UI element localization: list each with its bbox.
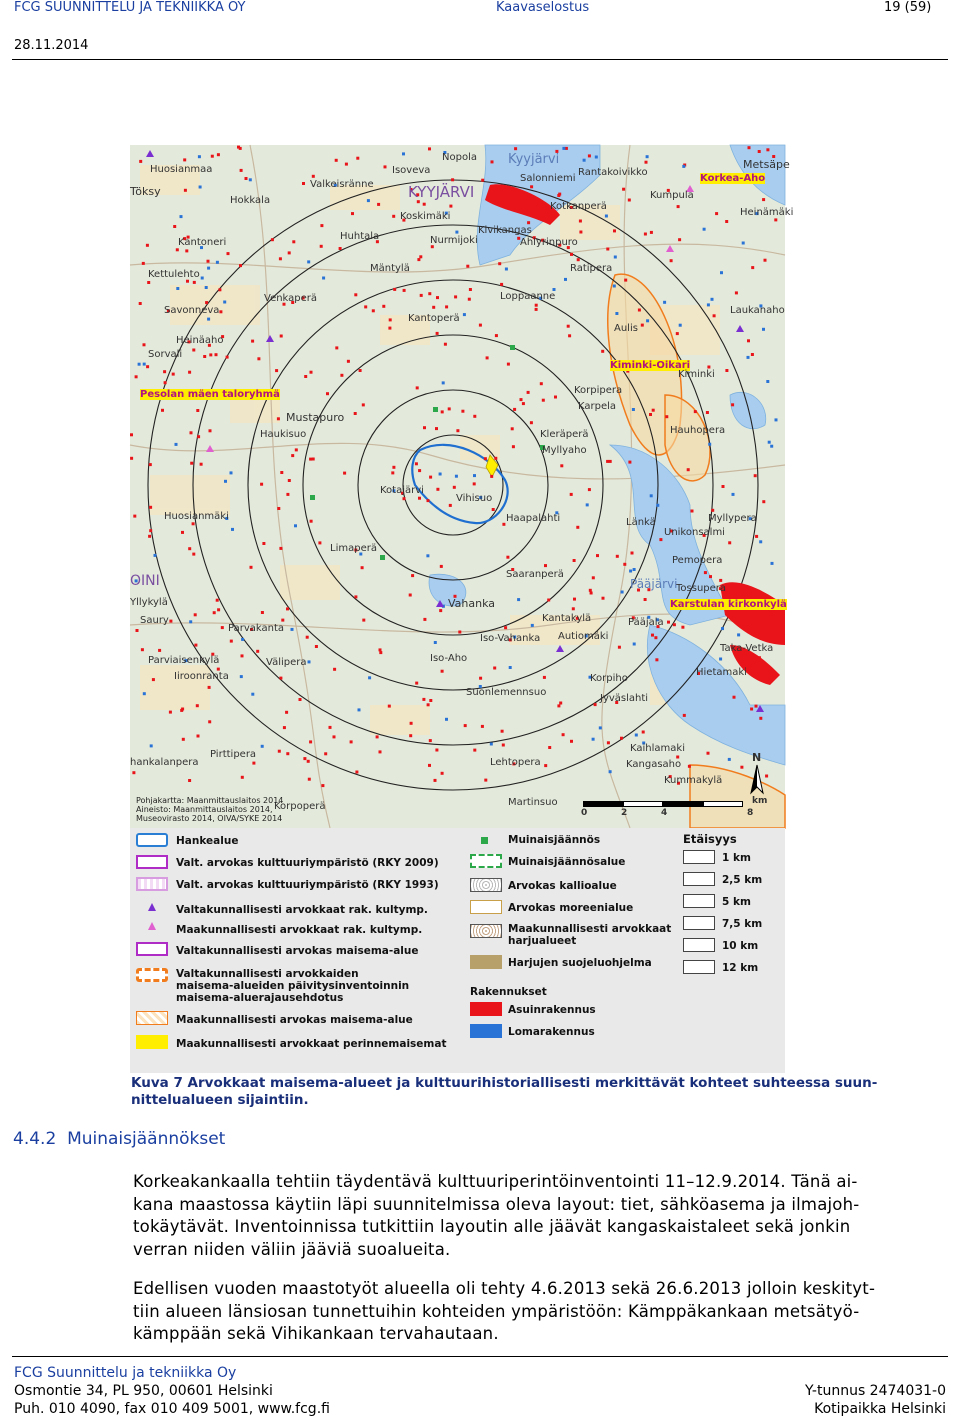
place-label: Taka-Vetka <box>720 643 774 654</box>
legend-swatch-distance <box>683 872 715 886</box>
place-label: Hauhopera <box>670 425 726 436</box>
place-label-highlighted: Pesolan mäen taloryhmä <box>140 389 280 400</box>
place-label: Jyväslahti <box>600 693 649 704</box>
place-label: Mustapuro <box>286 411 345 424</box>
legend-swatch-perinne <box>136 1035 168 1049</box>
legend-swatch-valt-maisema <box>136 942 168 956</box>
place-label: Metsäpe <box>743 158 790 171</box>
place-label: Koskimäki <box>400 211 451 222</box>
legend-label: Arvokas kallioalue <box>508 880 617 892</box>
triangle-purple-icon <box>148 903 156 911</box>
place-label: Salonniemi <box>520 173 576 184</box>
place-label: Lehtopera <box>490 757 541 768</box>
legend-label: 12 km <box>722 962 759 974</box>
legend-swatch-moreeni <box>470 900 502 914</box>
place-label: Saaranperä <box>506 569 564 580</box>
legend-swatch-distance <box>683 960 715 974</box>
header-page-number: 19 (59) <box>884 0 932 15</box>
header-company: FCG SUUNNITTELU JA TEKNIIKKA OY <box>14 0 246 15</box>
paragraph-2: Edellisen vuoden maastotyöt alueella oli tehty 4.6.2013 sekä 26.6.2013 jolloin keskityt- tiin alueen länsiosan tunnettuihin kohteiden ympäristöön: Kämppäkankaan metsätyö- kämppään sekä Vihikankaan tervahautaan. <box>133 1279 876 1343</box>
place-label: Kivikangas <box>478 225 532 236</box>
legend-label: 1 km <box>722 852 751 864</box>
place-label: Mäntylä <box>370 263 410 274</box>
legend-label: Valt. arvokas kulttuuriympäristö (RKY 2009) <box>176 857 439 869</box>
place-label: Suonlemennsuo <box>466 687 547 698</box>
place-label: Iso-Aho <box>430 653 468 664</box>
footer-company: FCG Suunnittelu ja tekniikka Oy <box>14 1365 237 1381</box>
place-label: Aulis <box>614 323 638 334</box>
map-attribution: Pohjakartta: Maanmittauslaitos 2014 Aineisto: Maanmittauslaitos 2014, Museovirasto 2014, OIVA/SYKE 2014 <box>136 796 284 823</box>
place-label: Savonneva <box>164 305 220 316</box>
place-label: Kotkanperä <box>550 201 607 212</box>
legend-label: Maakunnallisesti arvokkaat rak. kultymp. <box>176 924 423 936</box>
place-label: Limaperä <box>330 543 377 554</box>
place-label: Venkaperä <box>264 293 318 304</box>
place-label: Välipera <box>266 657 307 668</box>
place-label: Ahlyrinpuro <box>520 237 578 248</box>
legend-label: 7,5 km <box>722 918 763 930</box>
north-label: N <box>752 751 762 764</box>
scale-tick: 4 <box>661 808 668 818</box>
place-label: Sorvali <box>148 349 183 360</box>
place-label: Rantakoivikko <box>578 167 648 178</box>
legend-swatch-distance <box>683 850 715 864</box>
footer-phone: Puh. 010 4090, fax 010 409 5001, www.fcg.fi <box>14 1401 330 1417</box>
place-label: Vahanka <box>448 597 496 610</box>
legend-label: Valtakunnallisesti arvokkaat rak. kultymp. <box>176 904 428 916</box>
legend-label: maisema-alueiden päivitysinventoinnin <box>176 980 410 992</box>
place-label: Iiroonranta <box>174 671 229 682</box>
place-label: Kyyjärvi <box>508 152 560 167</box>
triangle-pink-icon <box>148 922 156 930</box>
place-label: Huosianmäki <box>164 511 229 522</box>
map-legend <box>130 828 785 1073</box>
legend-label: Maakunnallisesti arvokkaat <box>508 923 672 935</box>
header-rule <box>12 59 948 60</box>
scale-tick: 2 <box>621 808 628 818</box>
place-label: KYYJÄRVI <box>408 183 475 201</box>
place-label-highlighted: Korkea-Aho <box>700 173 766 184</box>
place-label: Parvakanta <box>228 623 284 634</box>
legend-label: Valtakunnallisesti arvokkaiden <box>176 968 359 980</box>
legend-label: Muinaisjäännösalue <box>508 856 626 868</box>
place-label: hankalanpera <box>130 757 199 768</box>
legend-swatch-asuin <box>470 1002 502 1016</box>
place-label: Korpoperä <box>274 801 326 812</box>
legend-swatch-distance <box>683 916 715 930</box>
place-label: Martinsuo <box>508 797 558 808</box>
place-label: Kleräperä <box>540 429 589 440</box>
legend-label: Muinaisjäännös <box>508 834 601 846</box>
place-label: Tossupera <box>676 583 727 594</box>
place-label: Myllyaho <box>542 445 587 456</box>
footer-ytunnus: Y-tunnus 2474031-0 <box>805 1383 946 1399</box>
place-label: Parviaisenkylä <box>148 655 220 666</box>
place-label: Kotajärvi <box>380 485 424 496</box>
place-label: Nopola <box>442 152 477 163</box>
place-label: Nurmijoki <box>430 235 478 246</box>
scale-tick: 8 <box>747 808 754 818</box>
place-label: Hokkala <box>230 195 271 206</box>
place-label: Isoveva <box>392 165 431 176</box>
place-label: Kiminki <box>678 369 715 380</box>
place-label: Pääjala <box>628 617 664 628</box>
header-date: 28.11.2014 <box>14 38 89 53</box>
place-label: Kumpula <box>650 190 694 201</box>
legend-swatch-loma <box>470 1024 502 1038</box>
legend-label: Maakunnallisesti arvokas maisema-alue <box>176 1014 413 1026</box>
place-label: Kaihlamaki <box>630 743 685 754</box>
footer-kotipaikka: Kotipaikka Helsinki <box>814 1401 946 1417</box>
legend-label: 5 km <box>722 896 751 908</box>
legend-label: Hankealue <box>176 835 239 847</box>
legend-label: maisema-aluerajausehdotus <box>176 992 344 1004</box>
legend-swatch-hankealue <box>136 833 168 847</box>
place-label: Vihisuo <box>456 493 493 504</box>
legend-heading-etaisyys: Etäisyys <box>683 832 737 846</box>
legend-swatch-rky1993 <box>136 877 168 891</box>
legend-label: Arvokas moreenialue <box>508 902 634 914</box>
legend-label: Harjujen suojeluohjelma <box>508 957 652 969</box>
place-label: Loppaanne <box>500 291 556 302</box>
legend-label: Valt. arvokas kulttuuriympäristö (RKY 1993) <box>176 879 439 891</box>
place-label: Haapalahti <box>506 513 561 524</box>
place-label: Pääjärvi <box>630 577 678 591</box>
legend-swatch-paivitys <box>136 968 168 982</box>
legend-swatch-muinaisalue <box>470 854 502 868</box>
north-arrow-icon <box>750 765 764 795</box>
legend-label: Asuinrakennus <box>508 1004 596 1016</box>
legend-label: 10 km <box>722 940 759 952</box>
place-label-highlighted: Karstulan kirkonkylä <box>670 599 787 610</box>
place-label: Heinäaho <box>176 335 224 346</box>
figure-caption: Kuva 7 Arvokkaat maisema-alueet ja kulttuurihistoriallisesti merkittävät kohteet suhteessa suun- nittelualueen sijaintiin. <box>131 1075 878 1108</box>
legend-swatch-rky2009 <box>136 855 168 869</box>
legend-swatch-maak-maisema <box>136 1011 168 1025</box>
scale-tick: 0 <box>581 808 588 818</box>
legend-swatch-harjusuojelu <box>470 955 502 969</box>
place-label: Saury <box>140 615 169 626</box>
place-label: Autiomäki <box>558 631 609 642</box>
place-label: Kangasaho <box>626 759 682 770</box>
section-heading: 4.4.2 Muinaisjäännökset <box>13 1129 226 1149</box>
place-label: Pirttipera <box>210 749 257 760</box>
legend-swatch-distance <box>683 938 715 952</box>
legend-label: Valtakunnallisesti arvokas maisema-alue <box>176 945 419 957</box>
legend-swatch-distance <box>683 894 715 908</box>
paragraph-1: Korkeakankaalla tehtiin täydentävä kulttuuriperintöinventointi 11–12.9.2014. Tänä ai- kana maastossa käytiin läpi suunnitelmissa oleva layout: tiet, sähköasema ja ilmajoh- tokäytävät. Inventoinnissa tutkittiin layoutin alle jäävät kangaskaistaleet sekä jonkin verran niiden väliin jääviä suoalueita. <box>133 1172 860 1259</box>
legend-label: Lomarakennus <box>508 1026 595 1038</box>
place-label: Karpela <box>578 401 617 412</box>
legend-swatch-kallio <box>470 878 502 892</box>
place-label: Haukisuo <box>260 429 307 440</box>
place-label: Ratipera <box>570 263 613 274</box>
place-label: Kantoperä <box>408 313 460 324</box>
legend-swatch-harju <box>470 924 502 938</box>
header-doc-title: Kaavaselostus <box>496 0 590 15</box>
scale-unit: km <box>752 796 768 806</box>
map-canvas <box>130 145 785 828</box>
location-map <box>130 145 794 828</box>
place-label: Huosianmaa <box>150 164 213 175</box>
place-label: Pemopera <box>672 555 723 566</box>
legend-label: 2,5 km <box>722 874 763 886</box>
place-label: Hietamaki <box>696 667 747 678</box>
footer-address: Osmontie 34, PL 950, 00601 Helsinki <box>14 1383 273 1399</box>
place-label: Unikonsalmi <box>664 527 725 538</box>
place-label: Länkä <box>626 517 656 528</box>
place-label: Korpiho <box>590 673 628 684</box>
footer-rule <box>12 1356 948 1357</box>
place-label: Huhtala <box>340 231 380 242</box>
place-label-highlighted: Kiminki-Oikari <box>610 360 691 371</box>
place-label: Heinämäki <box>740 207 794 218</box>
legend-heading-rakennukset: Rakennukset <box>470 986 547 998</box>
place-label: Kummakylä <box>664 775 723 786</box>
place-label: Korpipera <box>574 385 623 396</box>
place-label: Kettulehto <box>148 269 200 280</box>
place-label: Iso-Vahanka <box>480 633 541 644</box>
place-label: Yllykylä <box>130 597 168 608</box>
place-label: Valkeisränne <box>310 179 374 190</box>
legend-label: harjualueet <box>508 935 577 947</box>
square-green-icon <box>481 837 488 844</box>
place-label: Töksy <box>130 185 161 198</box>
place-label: Kantakylä <box>542 613 592 624</box>
place-label: Laukanaho <box>730 305 785 316</box>
place-label: OINI <box>130 573 160 589</box>
place-label: Kantoneri <box>178 237 227 248</box>
place-label: Myllypera <box>708 513 757 524</box>
legend-label: Maakunnallisesti arvokkaat perinnemaisemat <box>176 1038 447 1050</box>
scale-bar <box>583 801 753 807</box>
